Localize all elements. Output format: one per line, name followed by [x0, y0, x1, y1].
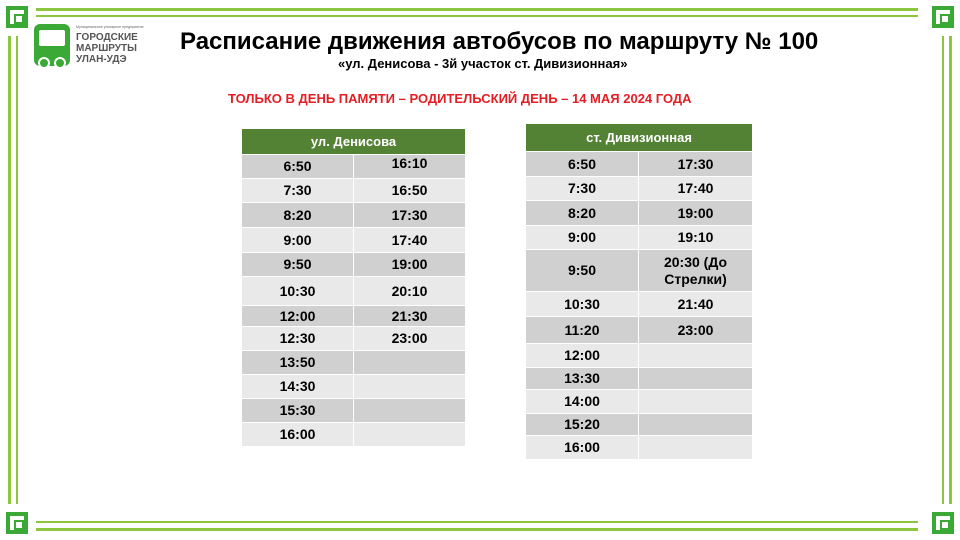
time-cell [639, 414, 753, 436]
time-cell: 12:00 [242, 306, 354, 327]
time-cell: 17:30 [639, 152, 753, 177]
time-cell: 11:20 [526, 317, 639, 344]
time-cell: 16:00 [242, 423, 354, 447]
time-cell [639, 344, 753, 368]
time-cell: 12:30 [242, 327, 354, 351]
time-cell: 13:30 [526, 368, 639, 390]
time-cell: 15:20 [526, 414, 639, 436]
time-cell: 9:50 [526, 250, 639, 292]
time-cell: 17:40 [639, 177, 753, 201]
time-cell: 12:00 [526, 344, 639, 368]
time-cell: 16:50 [354, 179, 466, 203]
time-cell: 16:10 [354, 155, 466, 179]
logo-line: ГОРОДСКИЕ [76, 32, 138, 43]
time-cell: 7:30 [242, 179, 354, 203]
frame-corner-top-right [932, 6, 954, 28]
time-cell: 9:50 [242, 253, 354, 277]
page-title: Расписание движения автобусов по маршруту № 100 [180, 28, 819, 55]
route-subtitle: «ул. Денисова - 3й участок ст. Дивизионная» [338, 56, 628, 71]
notice-banner: ТОЛЬКО В ДЕНЬ ПАМЯТИ – РОДИТЕЛЬСКИЙ ДЕНЬ – 14 МАЯ 2024 ГОДА [228, 91, 692, 106]
frame-left-line-inner [16, 36, 18, 504]
frame-top-line [36, 8, 918, 11]
logo [34, 24, 184, 68]
time-cell [639, 390, 753, 414]
logo-small-text: Муниципальное унитарное предприятие [76, 25, 144, 29]
time-cell: 21:40 [639, 292, 753, 317]
time-cell: 19:10 [639, 226, 753, 250]
time-cell: 10:30 [242, 277, 354, 306]
frame-corner-top-left [6, 6, 28, 28]
time-cell: 7:30 [526, 177, 639, 201]
frame-left-line [8, 36, 11, 504]
time-cell: 23:00 [639, 317, 753, 344]
time-cell [639, 436, 753, 460]
time-cell: 6:50 [242, 155, 354, 179]
time-cell [354, 423, 466, 447]
logo-line: МАРШРУТЫ [76, 43, 137, 54]
time-cell: 9:00 [242, 228, 354, 253]
time-cell: 23:00 [354, 327, 466, 351]
time-cell: 6:50 [526, 152, 639, 177]
time-cell: 19:00 [639, 201, 753, 226]
time-cell: 20:30 (До Стрелки) [639, 250, 753, 292]
frame-right-line-outer [949, 36, 952, 504]
time-cell: 16:00 [526, 436, 639, 460]
time-cell: 14:30 [242, 375, 354, 399]
time-cell [639, 368, 753, 390]
frame-top-line-inner [36, 15, 918, 17]
frame-corner-bottom-left [6, 512, 28, 534]
time-cell: 14:00 [526, 390, 639, 414]
time-cell [354, 399, 466, 423]
logo-text [76, 32, 138, 65]
frame-right-line [942, 36, 944, 504]
schedule-table-divizionnaya [525, 123, 753, 460]
table-header: ст. Дивизионная [526, 124, 753, 152]
time-cell: 10:30 [526, 292, 639, 317]
schedule-table-denisova [241, 128, 466, 447]
table-header: ул. Денисова [242, 129, 466, 155]
logo-line: УЛАН-УДЭ [76, 54, 127, 65]
time-cell: 17:40 [354, 228, 466, 253]
bus-icon [34, 24, 70, 66]
time-cell: 17:30 [354, 203, 466, 228]
frame-bottom-line-outer [36, 528, 918, 531]
time-cell: 9:00 [526, 226, 639, 250]
frame-corner-bottom-right [932, 512, 954, 534]
time-cell: 21:30 [354, 306, 466, 327]
time-cell: 8:20 [242, 203, 354, 228]
time-cell: 20:10 [354, 277, 466, 306]
frame-bottom-line [36, 521, 918, 523]
time-cell [354, 375, 466, 399]
time-cell: 15:30 [242, 399, 354, 423]
time-cell: 13:50 [242, 351, 354, 375]
time-cell: 19:00 [354, 253, 466, 277]
time-cell: 8:20 [526, 201, 639, 226]
time-cell [354, 351, 466, 375]
